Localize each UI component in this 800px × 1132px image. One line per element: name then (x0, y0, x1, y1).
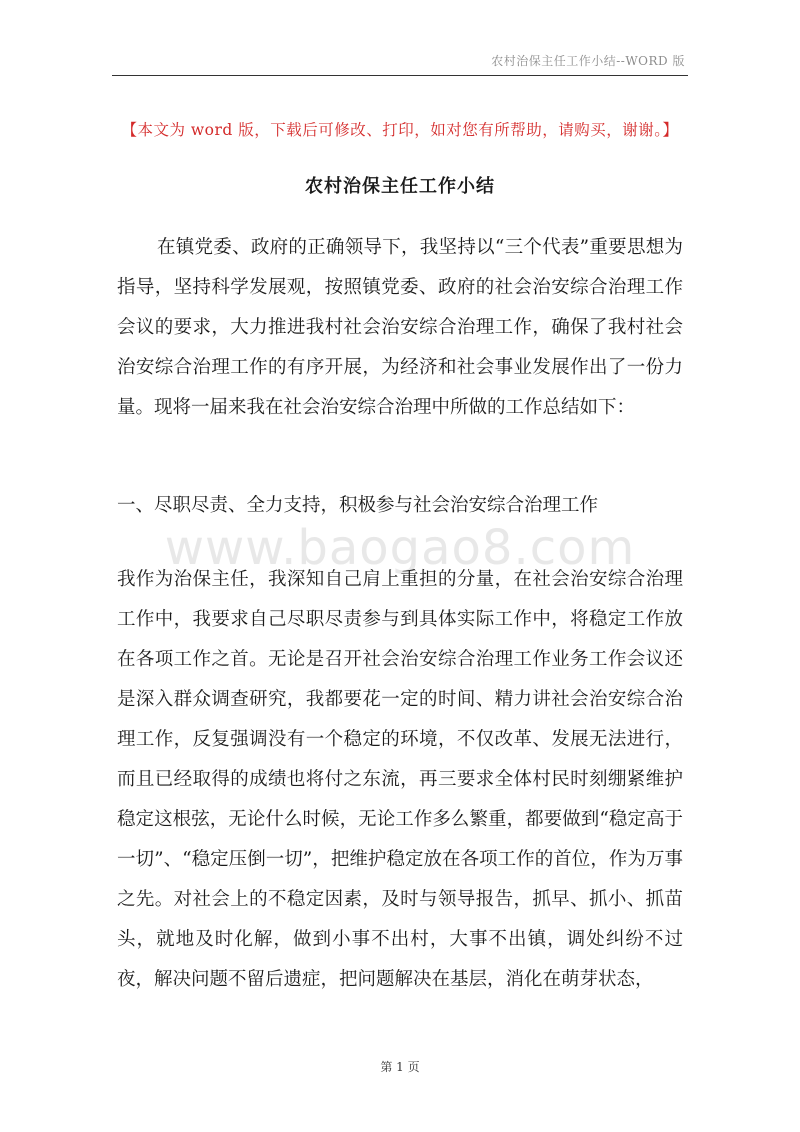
body-paragraph: 我作为治保主任，我深知自己肩上重担的分量，在社会治安综合治理工作中，我要求自己尽职尽责参与到具体实际工作中，将稳定工作放在各项工作之首。无论是召开社会治安综合治理工作业务工作会议还是深入群众调查研究，我都要花一定的时间、精力讲社会治安综合治理工作，反复强调没有一个稳定的环境，不仅改革、发展无法进行，而且已经取得的成绩也将付之东流，再三要求全体村民时刻绷紧维护稳定这根弦，无论什么时候，无论工作多么繁重，都要做到“稳定高于一切”、“稳定压倒一切”，把维护稳定放在各项工作的首位，作为万事之先。对社会上的不稳定因素，及时与领导报告，抓早、抓小、抓苗头，就地及时化解，做到小事不出村，大事不出镇，调处纠纷不过夜，解决问题不留后遗症，把问题解决在基层，消化在萌芽状态， (117, 569, 683, 990)
document-title: 农村治保主任工作小结 (305, 176, 495, 197)
intro-paragraph: 在镇党委、政府的正确领导下，我坚持以“三个代表”重要思想为指导，坚持科学发展观，按照镇党委、政府的社会治安综合治理工作会议的要求，大力推进我村社会治安综合治理工作，确保了我村社会治安综合治理工作的有序开展，为经济和社会事业发展作出了一份力量。现将一届来我在社会治安综合治理中所做的工作总结如下： (117, 237, 683, 418)
header-doc-tag: 农村治保主任工作小结--WORD 版 (491, 54, 685, 68)
section-heading-1: 一、尽职尽责、全力支持，积极参与社会治安综合治理工作 (117, 495, 599, 516)
header-divider (112, 75, 688, 76)
purchase-notice: 【本文为 word 版，下载后可修改、打印，如对您有所帮助，请购买，谢谢。】 (121, 121, 679, 139)
site-watermark: www.baogao8.com (164, 520, 636, 576)
page-number: 第 1 页 (380, 1060, 420, 1074)
